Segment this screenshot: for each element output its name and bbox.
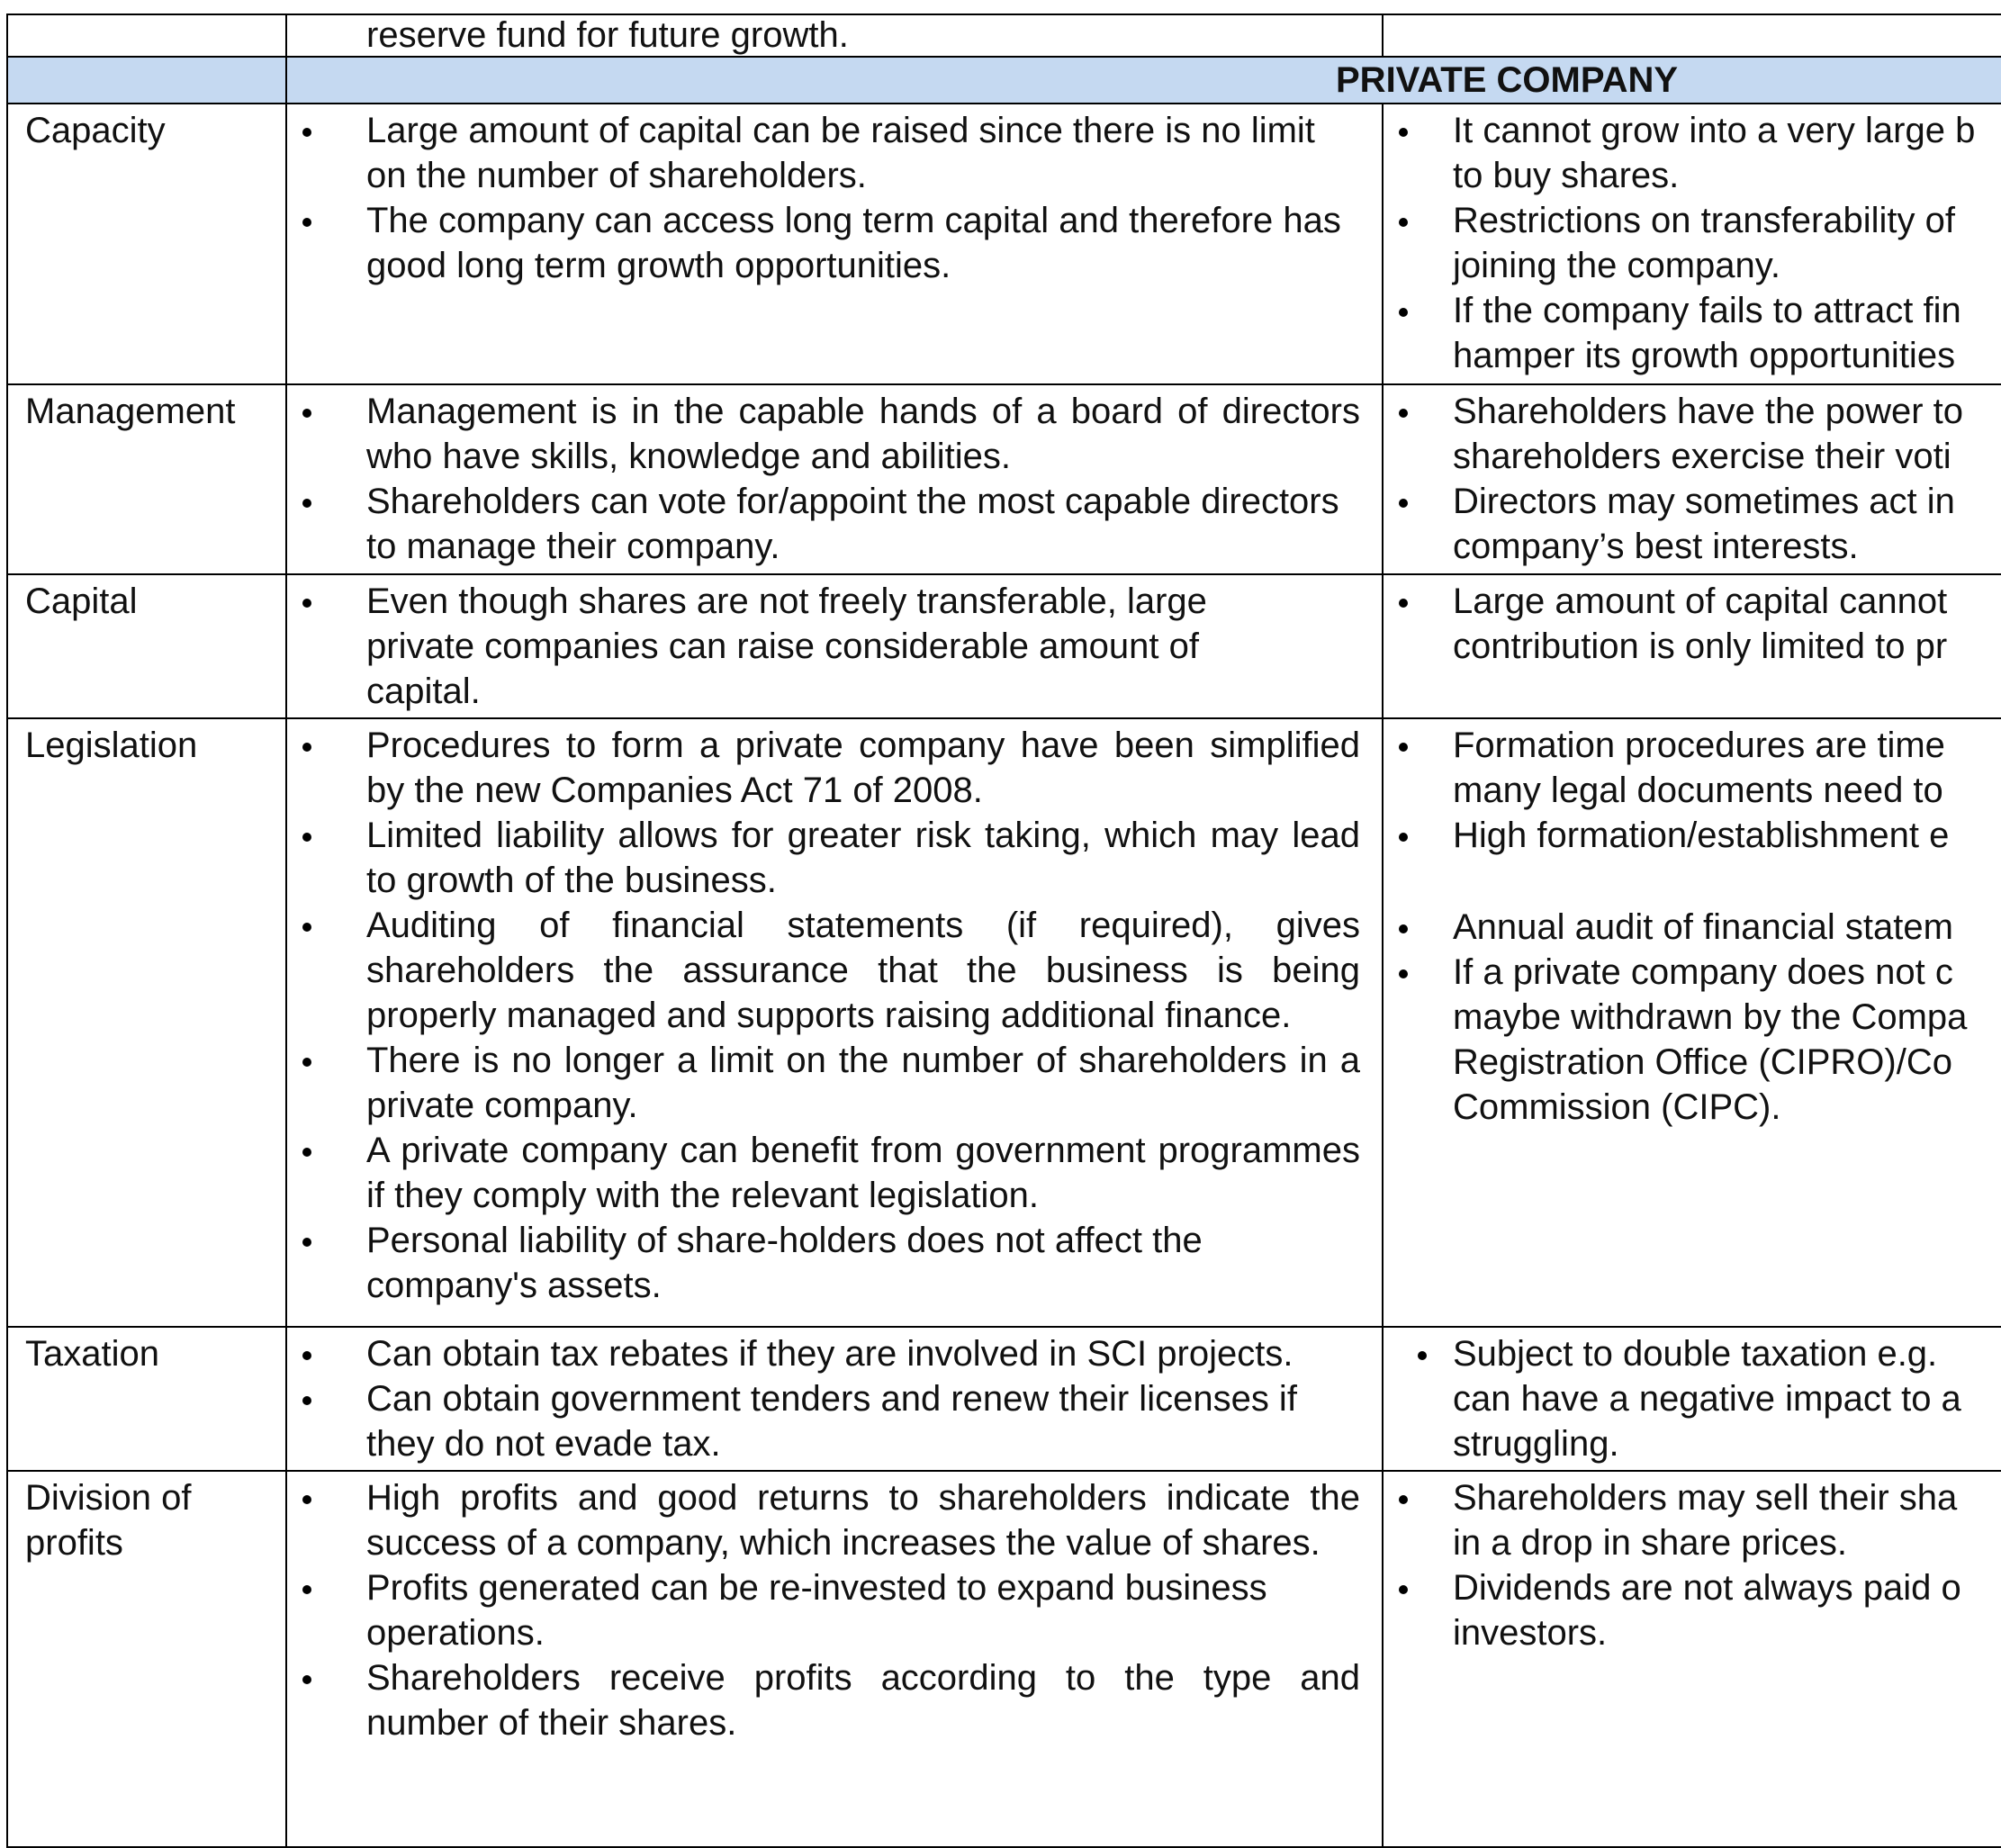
row-label-cell xyxy=(7,1471,286,1847)
empty-cell xyxy=(7,14,286,57)
list-item: A private company can benefit from government programmes if they comply with the relevant legislation. xyxy=(287,1128,1360,1218)
table-row xyxy=(7,384,2001,574)
row-label-cell xyxy=(7,718,286,1327)
row-label-cell xyxy=(7,384,286,574)
bullet-icon xyxy=(1399,308,1408,317)
row-label: Division of profits xyxy=(25,1478,192,1563)
bullet-icon xyxy=(1399,128,1408,137)
band-title-cell xyxy=(286,57,2001,104)
bullet-icon xyxy=(1399,599,1408,608)
disadvantages-cell xyxy=(1383,1471,2001,1847)
bullet-icon xyxy=(1399,218,1408,227)
bullet-icon xyxy=(302,1351,311,1360)
bullet-icon xyxy=(302,128,311,137)
list-item: High profits and good returns to shareholders indicate the success of a company, which increases the value of shares. xyxy=(287,1475,1360,1565)
list-item: Can obtain tax rebates if they are involved in SCI projects. xyxy=(287,1331,1360,1376)
table-row xyxy=(7,1327,2001,1471)
advantages-cell xyxy=(286,384,1383,574)
table-row xyxy=(7,104,2001,384)
comparison-table xyxy=(6,14,2001,1848)
list-item: Large amount of capital can be raised since there is no limit on the number of shareholders. xyxy=(287,108,1360,198)
continuation-cell xyxy=(286,14,1383,57)
list-item: The company can access long term capital and therefore has good long term growth opportunities. xyxy=(287,198,1360,288)
bullet-icon xyxy=(1399,1585,1408,1594)
list-item: Restrictions on transferability of joining the company. xyxy=(1384,198,2001,288)
advantages-cell xyxy=(286,104,1383,384)
bullet-icon xyxy=(1399,743,1408,752)
bullet-icon xyxy=(1399,409,1408,418)
advantages-cell xyxy=(286,718,1383,1327)
list-item: Subject to double taxation e.g. can have a negative impact to a struggling. xyxy=(1384,1331,2001,1466)
row-label-cell xyxy=(7,104,286,384)
bullet-icon xyxy=(302,599,311,608)
bullet-icon xyxy=(302,409,311,418)
row-label: Legislation xyxy=(25,726,198,765)
bullet-icon xyxy=(302,1238,311,1247)
table-row xyxy=(7,574,2001,718)
bullet-icon xyxy=(302,1585,311,1594)
table-row xyxy=(7,1471,2001,1847)
bullet-icon xyxy=(1399,1495,1408,1504)
band-empty-cell xyxy=(7,57,286,104)
bullet-icon xyxy=(302,218,311,227)
list-item: Auditing of financial statements (if required), gives shareholders the assurance that the business is being properly managed and supports raising additional finance. xyxy=(287,903,1360,1038)
disadvantages-cell xyxy=(1383,718,2001,1327)
list-item: Directors may sometimes act in company’s best interests. xyxy=(1384,479,2001,569)
row-label: Taxation xyxy=(25,1334,159,1374)
empty-cell xyxy=(1383,14,2001,57)
advantages-cell xyxy=(286,574,1383,718)
list-item: Annual audit of financial statem xyxy=(1384,905,2001,950)
spacer xyxy=(1384,858,2001,905)
list-item: Procedures to form a private company have been simplified by the new Companies Act 71 of 2008. xyxy=(287,723,1360,813)
section-title: PRIVATE COMPANY xyxy=(1336,60,1679,100)
list-item: Even though shares are not freely transferable, large private companies can raise considerable amount of capital. xyxy=(287,579,1360,714)
row-label: Management xyxy=(25,392,236,431)
advantages-cell xyxy=(286,1327,1383,1471)
advantages-cell xyxy=(286,1471,1383,1847)
disadvantages-cell xyxy=(1383,1327,2001,1471)
list-item: Management is in the capable hands of a board of directors who have skills, knowledge and abilities. xyxy=(287,389,1360,479)
bullet-icon xyxy=(302,499,311,508)
list-item: High formation/establishment e xyxy=(1384,813,2001,858)
table-row xyxy=(7,718,2001,1327)
list-item: Dividends are not always paid o investors. xyxy=(1384,1565,2001,1655)
bullet-icon xyxy=(302,833,311,842)
list-item: Shareholders can vote for/appoint the most capable directors to manage their company. xyxy=(287,479,1360,569)
list-item: It cannot grow into a very large b to buy shares. xyxy=(1384,108,2001,198)
bullet-icon xyxy=(1399,499,1408,508)
disadvantages-cell xyxy=(1383,104,2001,384)
list-item: Formation procedures are time many legal documents need to xyxy=(1384,723,2001,813)
list-item: If a private company does not c maybe withdrawn by the Compa Registration Office (CIPRO)/Co Commission (CIPC). xyxy=(1384,950,2001,1130)
bullet-icon xyxy=(302,1148,311,1157)
bullet-icon xyxy=(302,1396,311,1405)
bullet-icon xyxy=(1418,1351,1427,1360)
row-label: Capacity xyxy=(25,111,166,150)
list-item: Can obtain government tenders and renew their licenses if they do not evade tax. xyxy=(287,1376,1360,1466)
bullet-icon xyxy=(1399,833,1408,842)
list-item: Shareholders may sell their sha in a drop in share prices. xyxy=(1384,1475,2001,1565)
continuation-row xyxy=(7,14,2001,57)
section-band xyxy=(7,57,2001,104)
list-item: Shareholders receive profits according to the type and number of their shares. xyxy=(287,1655,1360,1745)
list-item: Shareholders have the power to shareholders exercise their voti xyxy=(1384,389,2001,479)
bullet-icon xyxy=(302,1058,311,1067)
row-label-cell xyxy=(7,574,286,718)
list-item: Limited liability allows for greater risk taking, which may lead to growth of the business. xyxy=(287,813,1360,903)
bullet-icon xyxy=(302,923,311,932)
bullet-icon xyxy=(302,1495,311,1504)
list-item: There is no longer a limit on the number of shareholders in a private company. xyxy=(287,1038,1360,1128)
list-item: If the company fails to attract fin hamper its growth opportunities xyxy=(1384,288,2001,378)
continuation-text: reserve fund for future growth. xyxy=(366,15,849,55)
list-item: Large amount of capital cannot contribution is only limited to pr xyxy=(1384,579,2001,669)
disadvantages-cell xyxy=(1383,574,2001,718)
bullet-icon xyxy=(1399,969,1408,978)
bullet-icon xyxy=(302,743,311,752)
list-item: Personal liability of share-holders does not affect the company's assets. xyxy=(287,1218,1360,1308)
row-label: Capital xyxy=(25,581,138,621)
list-item: Profits generated can be re-invested to expand business operations. xyxy=(287,1565,1360,1655)
bullet-icon xyxy=(1399,924,1408,933)
disadvantages-cell xyxy=(1383,384,2001,574)
bullet-icon xyxy=(302,1675,311,1684)
row-label-cell xyxy=(7,1327,286,1471)
